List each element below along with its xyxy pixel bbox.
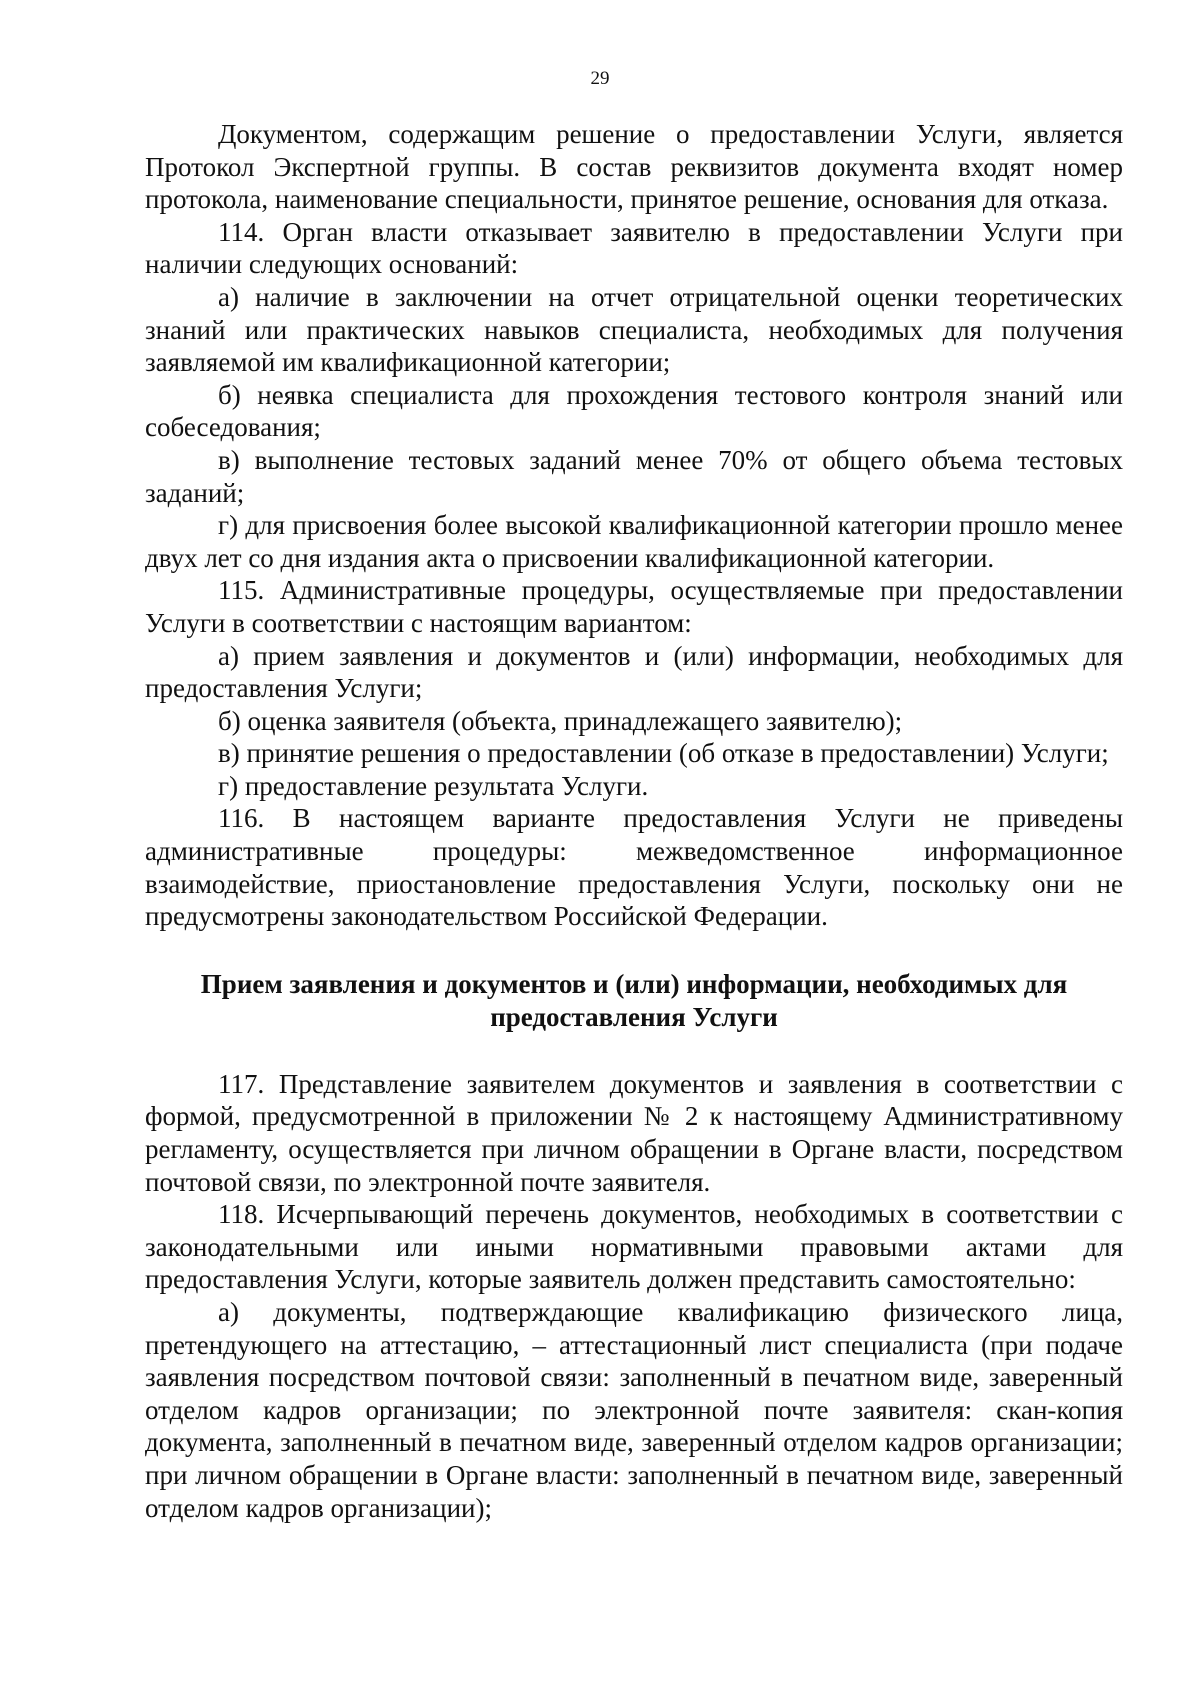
paragraph: г) для присвоения более высокой квалификационной категории прошло менее двух лет со дня издания акта о присвоении квалификационной категории. [145,510,1123,573]
paragraph: 118. Исчерпывающий перечень документов, необходимых в соответствии с законодательными или иными нормативными правовыми актами для предоставления Услуги, которые заявитель должен представить самостоятельно: [145,1199,1123,1295]
paragraph: а) прием заявления и документов и (или) информации, необходимых для предоставления Услуги; [145,640,1123,704]
section-heading-line2: предоставления Услуги [490,1001,778,1032]
paragraph: 116. В настоящем варианте предоставления Услуги не приведены административные процедуры: межведомственное информационное взаимодействие, приостановление предоставления Услуги, поскольку они не предусмотрены законодательством Российской Федерации. [145,803,1123,932]
paragraph: Документом, содержащим решение о предоставлении Услуги, является Протокол Экспертной группы. В состав реквизитов документа входят номер протокола, наименование специальности, принятое решение, основания для отказа. [145,119,1123,215]
paragraph: а) наличие в заключении на отчет отрицательной оценки теоретических знаний или практических навыков специалиста, необходимых для получения заявляемой им квалификационной категории; [145,281,1123,378]
paragraph: б) неявка специалиста для прохождения тестового контроля знаний или собеседования; [145,379,1123,443]
paragraph: 114. Орган власти отказывает заявителю в предоставлении Услуги при наличии следующих оснований: [145,216,1123,280]
section-heading [145,968,1123,1034]
paragraph: б) оценка заявителя (объекта, принадлежащего заявителю); [218,705,903,736]
document-body [145,118,1123,1524]
section-heading-line1: Прием заявления и документов и (или) информации, необходимых для [200,968,1068,999]
paragraph: 117. Представление заявителем документов и заявления в соответствии с формой, предусмотренной в приложении № 2 к настоящему Административному регламенту, осуществляется при личном обращении в Органе власти, посредством почтовой связи, по электронной почте заявителя. [145,1068,1123,1197]
paragraph: в) выполнение тестовых заданий менее 70% от общего объема тестовых заданий; [145,444,1123,508]
paragraph: в) принятие решения о предоставлении (об отказе в предоставлении) Услуги; [218,738,1109,769]
paragraph: г) предоставление результата Услуги. [218,770,649,801]
paragraph: 115. Административные процедуры, осуществляемые при предоставлении Услуги в соответствии с настоящим вариантом: [145,575,1123,638]
paragraph: а) документы, подтверждающие квалификацию физического лица, претендующего на аттестацию, – аттестационный лист специалиста (при подаче заявления посредством почтовой связи: заполненный в печатном виде, заверенный отделом кадров организации; по электронной почте заявителя: скан-копия документа, заполненный в печатном виде, заверенный отделом кадров организации; при личном обращении в Органе власти: заполненный в печатном виде, заверенный отделом кадров организации); [145,1297,1123,1523]
page-number: 29 [590,68,610,89]
